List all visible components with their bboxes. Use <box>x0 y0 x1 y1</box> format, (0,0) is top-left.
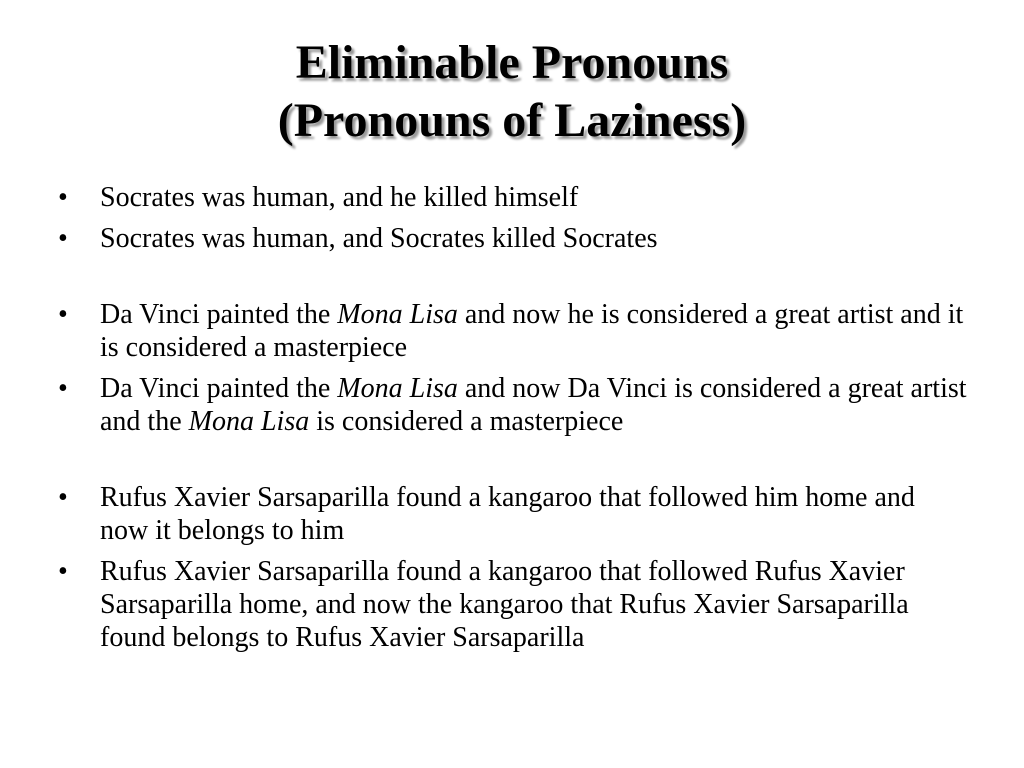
bullet-icon: • <box>58 482 68 513</box>
bullet-italic-title: Mona Lisa <box>337 299 458 330</box>
bullet-text: Rufus Xavier Sarsaparilla found a kangaroo that followed Rufus Xavier Sarsaparilla home, and now the kangaroo that Rufus Xavier Sarsaparilla found belongs to Rufus Xavier Sarsaparilla <box>100 556 909 653</box>
bullet-italic-title: Mona Lisa <box>337 373 458 404</box>
bullet-text: Rufus Xavier Sarsaparilla found a kangaroo that followed him home and now it belongs to him <box>100 482 915 546</box>
bullet-text: Da Vinci painted the <box>100 299 338 330</box>
bullet-text: and now Da Vinci is considered a great artist and the <box>100 373 967 437</box>
bullet-italic-title: Mona Lisa <box>188 406 310 437</box>
bullet-item-1 <box>58 181 968 214</box>
bullet-icon: • <box>58 556 68 587</box>
bullet-icon: • <box>58 373 68 404</box>
bullet-text: Da Vinci painted the <box>100 373 338 404</box>
bullet-item-6 <box>58 555 968 654</box>
bullet-text: and now he is considered a great artist and it is considered a masterpiece <box>100 299 964 363</box>
title-line-2: (Pronouns of Laziness) <box>277 94 747 147</box>
bullet-text: Socrates was human, and he killed himself <box>100 182 579 213</box>
bullet-text: Socrates was human, and Socrates killed Socrates <box>100 223 658 254</box>
bullet-item-3 <box>58 298 968 364</box>
bullet-icon: • <box>58 182 68 213</box>
bullet-item-5 <box>58 481 968 547</box>
bullet-text: is considered a masterpiece <box>309 406 624 437</box>
slide-title <box>0 34 1024 150</box>
bullet-icon: • <box>58 299 68 330</box>
bullet-list <box>58 181 968 662</box>
title-line-1: Eliminable Pronouns <box>295 36 729 89</box>
bullet-item-4 <box>58 372 968 438</box>
bullet-item-2 <box>58 222 968 255</box>
bullet-icon: • <box>58 223 68 254</box>
